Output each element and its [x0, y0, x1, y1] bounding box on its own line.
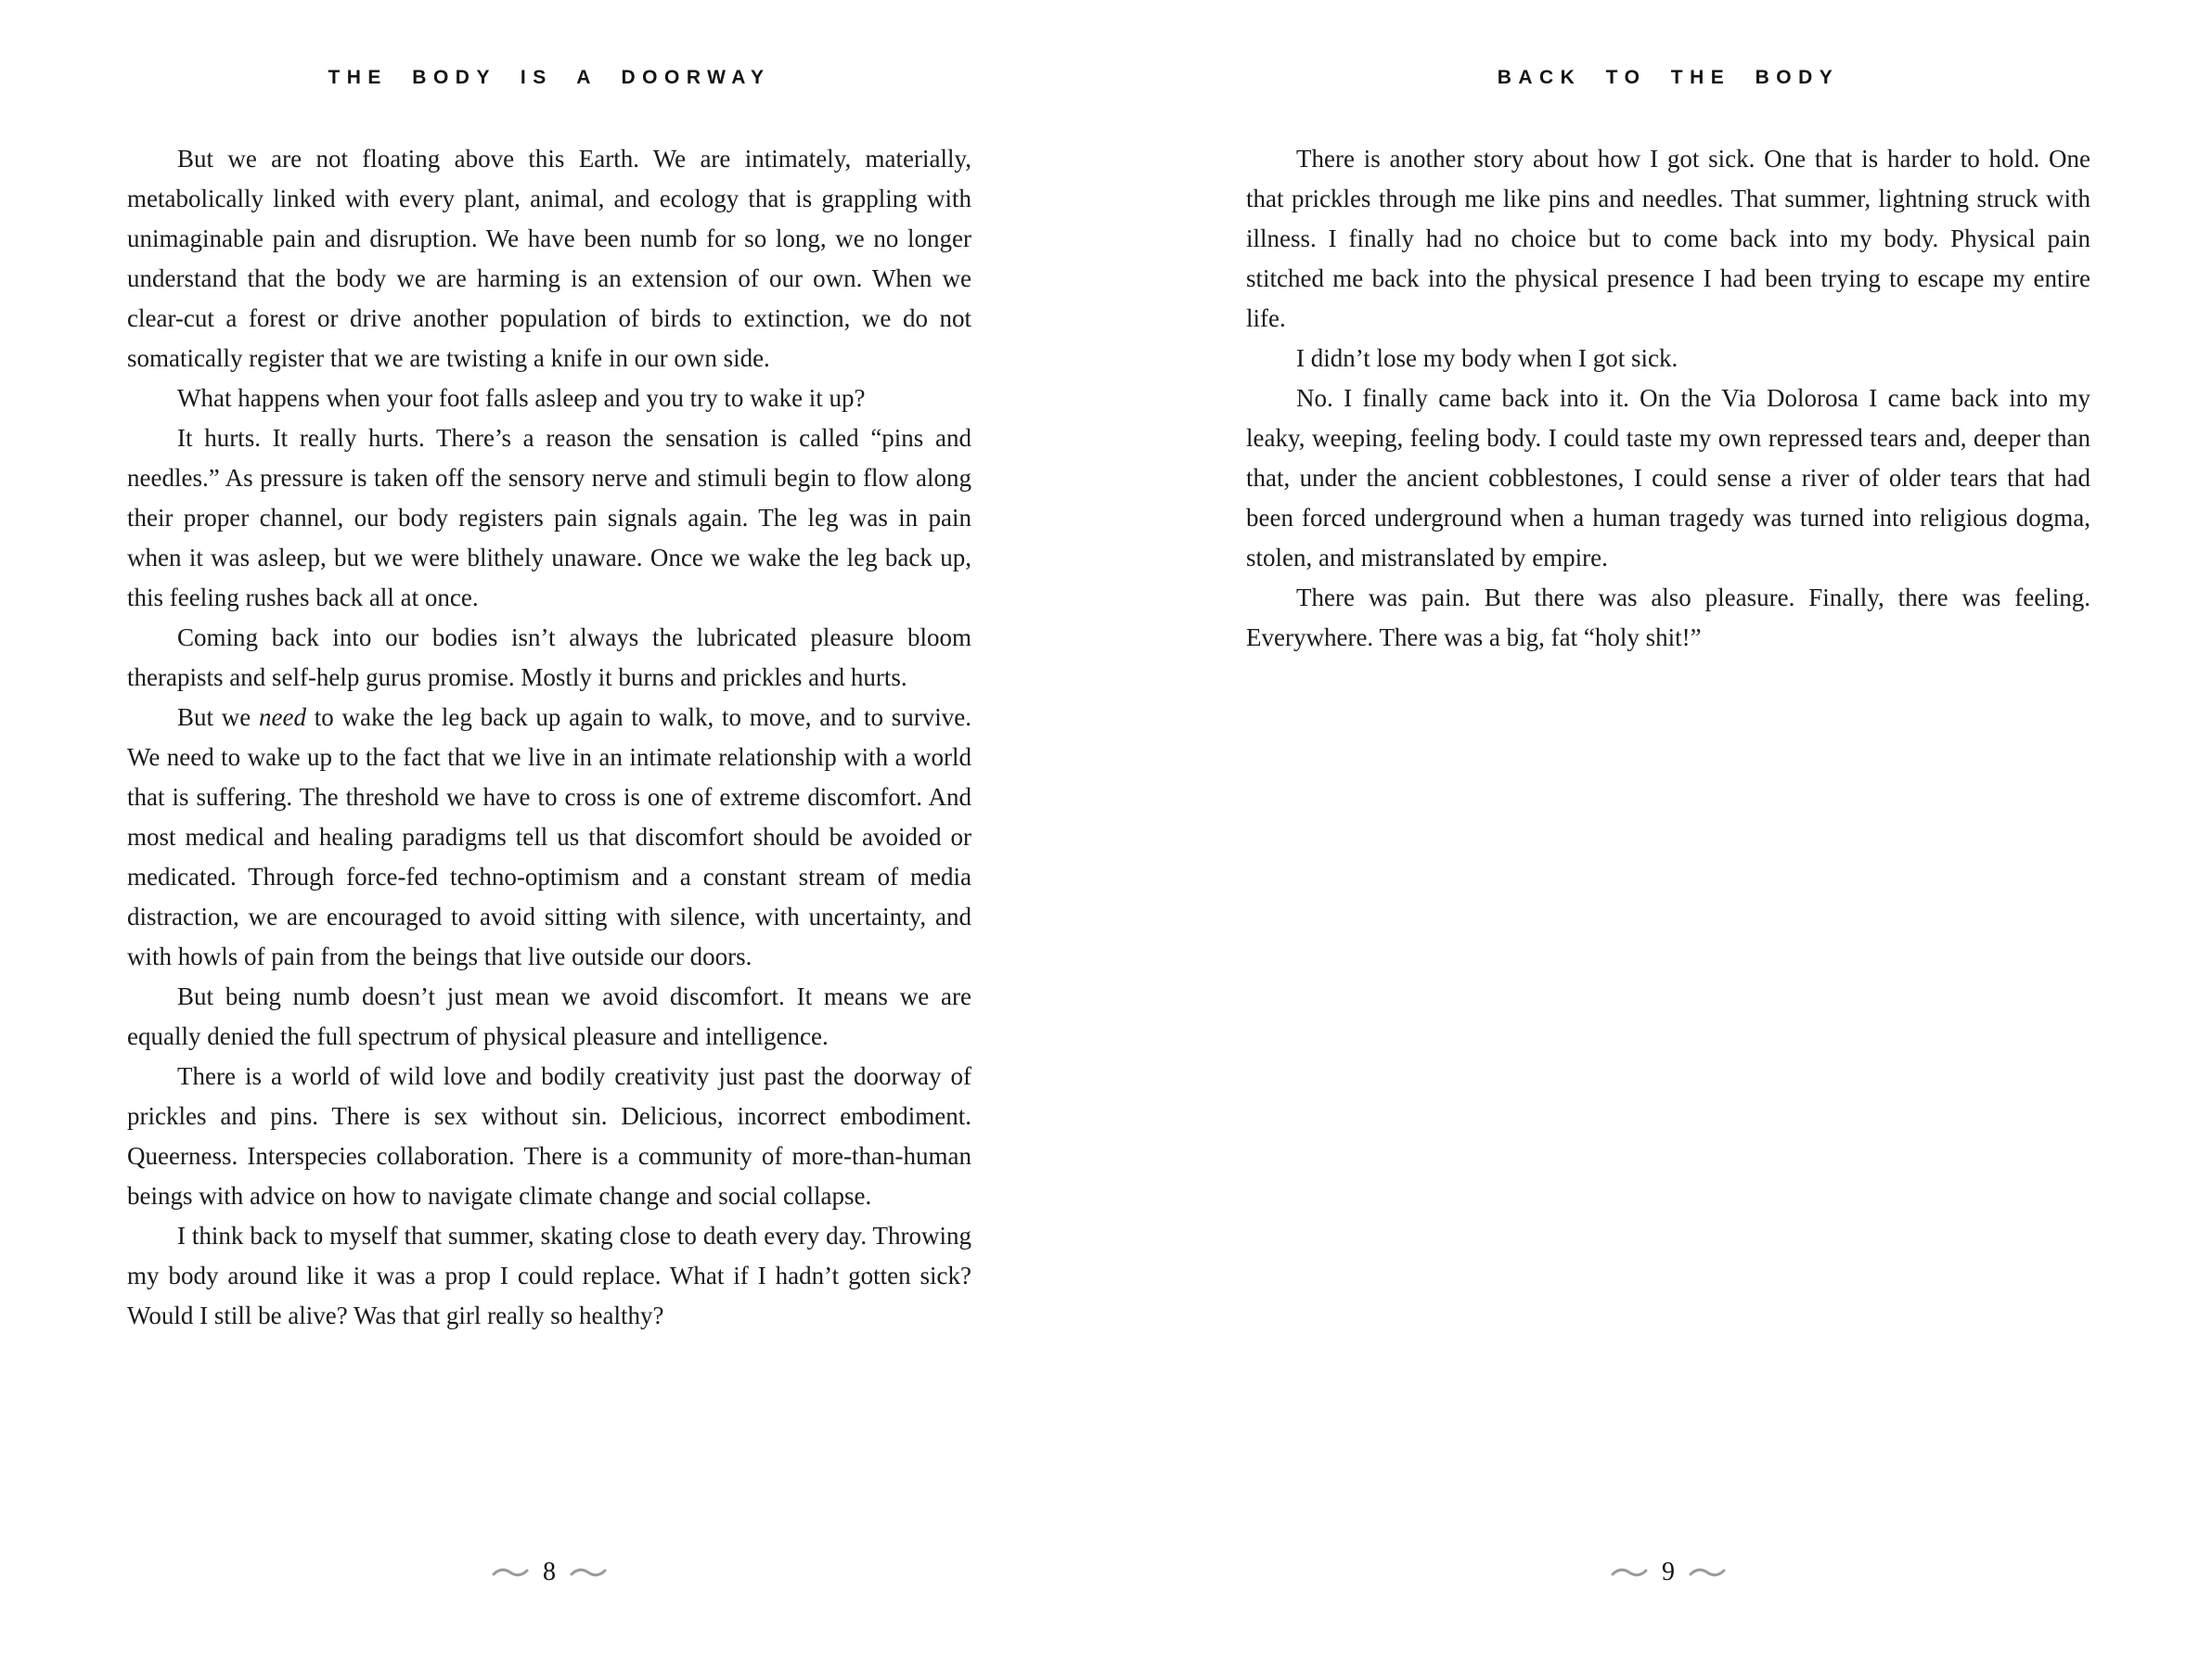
text-segment: There is another story about how I got sick. One that is harder to hold. One that prickles through me like pins and needles. That summer, lightning struck with illness. I finally had no choice but to come back into my body. Physical pain stitched me back into the physical presence I had been trying to escape my entire life.	[1246, 145, 2090, 332]
text-segment: No. I finally came back into it. On the Via Dolorosa I came back into my leaky, weeping, feeling body. I could taste my own repressed tears and, deeper than that, under the ancient cobblestones, I could sense a river of older tears that had been forced underground when a human tragedy was turned into religious dogma, stolen, and mistranslated by empire.	[1246, 384, 2090, 571]
swung-dash-icon	[492, 1567, 529, 1578]
right-page-number: 9	[1662, 1558, 1675, 1586]
paragraph	[127, 618, 971, 698]
text-segment: I think back to myself that summer, skating close to death every day. Throwing my body around like it was a prop I could replace. What if I hadn’t gotten sick? Would I still be alive? Was that girl really so healthy?	[127, 1222, 971, 1329]
text-segment: There was pain. But there was also pleasure. Finally, there was feeling. Everywhere. There was a big, fat “holy shit!”	[1246, 584, 2090, 651]
right-text-column	[1246, 139, 2090, 658]
left-page-number: 8	[543, 1558, 556, 1586]
paragraph	[1246, 339, 2090, 378]
text-segment: to wake the leg back up again to walk, to move, and to survive. We need to wake up to the fact that we live in an intimate relationship with a world that is suffering. The threshold we have to cross is one of extreme discomfort. And most medical and healing paradigms tell us that discomfort should be avoided or medicated. Through force-fed techno-optimism and a constant stream of media distraction, we are encouraged to avoid sitting with silence, with uncertainty, and with howls of pain from the beings that live outside our doors.	[127, 703, 971, 970]
left-text-column	[127, 139, 971, 1336]
paragraph	[1246, 378, 2090, 578]
text-segment: But being numb doesn’t just mean we avoid discomfort. It means we are equally denied the full spectrum of physical pleasure and intelligence.	[127, 982, 971, 1050]
text-segment: It hurts. It really hurts. There’s a reason the sensation is called “pins and needles.” As pressure is taken off the sensory nerve and stimuli begin to flow along their proper channel, our body registers pain signals again. The leg was in pain when it was asleep, but we were blithely unaware. Once we wake the leg back up, this feeling rushes back all at once.	[127, 424, 971, 611]
italic-text: need	[259, 703, 306, 731]
paragraph	[127, 1216, 971, 1336]
text-segment: But we are not floating above this Earth. We are intimately, materially, metabolically linked with every plant, animal, and ecology that is grappling with unimaginable pain and disruption. We have been numb for so long, we no longer understand that the body we are harming is an extension of our own. When we clear-cut a forest or drive another population of birds to extinction, we do not somatically register that we are twisting a knife in our own side.	[127, 145, 971, 372]
right-page-footer	[1246, 1559, 2090, 1585]
left-running-head: THE BODY IS A DOORWAY	[328, 67, 771, 88]
text-segment: What happens when your foot falls asleep and you try to wake it up?	[177, 384, 866, 412]
paragraph	[127, 698, 971, 977]
paragraph	[127, 378, 971, 418]
text-segment: But we	[177, 703, 259, 731]
paragraph	[127, 418, 971, 618]
paragraph	[127, 139, 971, 378]
swung-dash-icon	[570, 1567, 607, 1578]
text-segment: I didn’t lose my body when I got sick.	[1296, 344, 1678, 372]
paragraph	[1246, 578, 2090, 658]
paragraph	[1246, 139, 2090, 339]
text-segment: Coming back into our bodies isn’t always the lubricated pleasure bloom therapists and self-help gurus promise. Mostly it burns and prickles and hurts.	[127, 623, 971, 691]
left-page-footer	[127, 1559, 971, 1585]
text-segment: There is a world of wild love and bodily creativity just past the doorway of prickles and pins. There is sex without sin. Delicious, incorrect embodiment. Queerness. Interspecies collaboration. There is a community of more-than-human beings with advice on how to navigate climate change and social collapse.	[127, 1062, 971, 1210]
swung-dash-icon	[1689, 1567, 1726, 1578]
swung-dash-icon	[1611, 1567, 1648, 1578]
paragraph	[127, 977, 971, 1057]
right-running-head: BACK TO THE BODY	[1497, 67, 1840, 88]
paragraph	[127, 1057, 971, 1216]
